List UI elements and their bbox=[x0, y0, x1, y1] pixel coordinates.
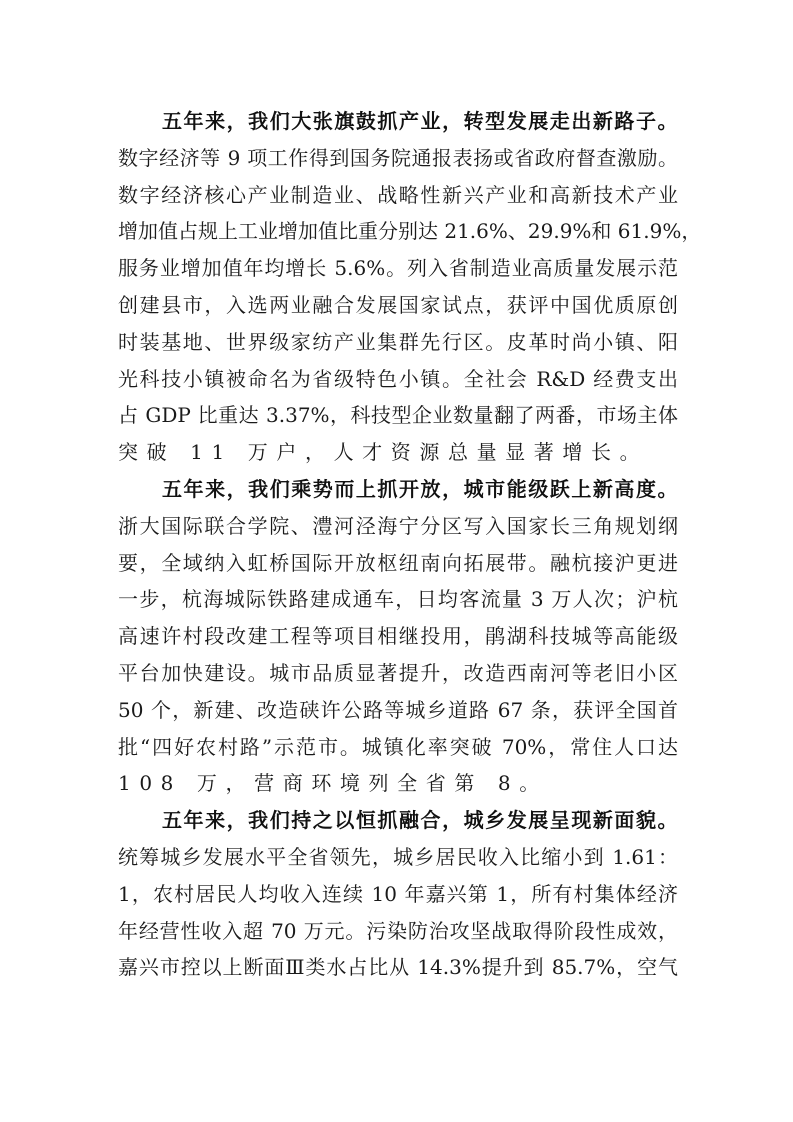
paragraph-line: 时装基地、世界级家纺产业集群先行区。皮革时尚小镇、阳 bbox=[118, 329, 678, 354]
paragraph-line: 50 个，新建、改造硖许公路等城乡道路 67 条，获评全国首 bbox=[118, 697, 678, 722]
paragraph-line-last: 突破 11 万户，人才资源总量显著增长。 bbox=[118, 440, 649, 465]
paragraph-line: 高速许村段改建工程等项目相继投用，鹃湖科技城等高能级 bbox=[118, 624, 678, 649]
paragraph-line: 1，农村居民人均收入连续 10 年嘉兴第 1，所有村集体经济 bbox=[118, 881, 678, 906]
section-heading-opening-up: 五年来，我们乘势而上抓开放，城市能级跃上新高度。 bbox=[162, 476, 678, 501]
paragraph-line: 平台加快建设。城市品质显著提升，改造西南河等老旧小区 bbox=[118, 660, 678, 685]
paragraph-line: 数字经济核心产业制造业、战略性新兴产业和高新技术产业 bbox=[118, 182, 678, 207]
paragraph-line: 增加值占规上工业增加值比重分别达 21.6%、29.9%和 61.9%， bbox=[118, 219, 702, 244]
paragraph-line: 统筹城乡发展水平全省领先，城乡居民收入比缩小到 1.61： bbox=[118, 844, 678, 869]
paragraph-line-last: 108 万，营商环境列全省第 8。 bbox=[118, 771, 548, 796]
paragraph-line: 浙大国际联合学院、澧河泾海宁分区写入国家长三角规划纲 bbox=[118, 513, 678, 538]
paragraph-line: 数字经济等 9 项工作得到国务院通报表扬或省政府督查激励。 bbox=[118, 145, 678, 170]
section-heading-industry: 五年来，我们大张旗鼓抓产业，转型发展走出新路子。 bbox=[162, 109, 678, 133]
paragraph-line: 占 GDP 比重达 3.37%，科技型企业数量翻了两番，市场主体 bbox=[118, 403, 678, 428]
paragraph-line: 创建县市，入选两业融合发展国家试点，获评中国优质原创 bbox=[118, 292, 678, 317]
paragraph-line: 批“四好农村路”示范市。城镇化率突破 70%，常住人口达 bbox=[118, 734, 678, 759]
paragraph-line: 光科技小镇被命名为省级特色小镇。全社会 R&D 经费支出 bbox=[118, 366, 678, 391]
paragraph-line: 一步，杭海城际铁路建成通车，日均客流量 3 万人次；沪杭 bbox=[118, 587, 678, 612]
paragraph-line: 要，全域纳入虹桥国际开放枢纽南向拓展带。融杭接沪更进 bbox=[118, 550, 678, 575]
paragraph-line: 服务业增加值年均增长 5.6%。列入省制造业高质量发展示范 bbox=[118, 256, 678, 281]
paragraph-line: 年经营性收入超 70 万元。污染防治攻坚战取得阶段性成效， bbox=[118, 918, 678, 943]
section-heading-integration: 五年来，我们持之以恒抓融合，城乡发展呈现新面貌。 bbox=[162, 808, 678, 833]
paragraph-line: 嘉兴市控以上断面Ⅲ类水占比从 14.3%提升到 85.7%，空气 bbox=[118, 955, 678, 980]
document-page bbox=[118, 103, 702, 986]
